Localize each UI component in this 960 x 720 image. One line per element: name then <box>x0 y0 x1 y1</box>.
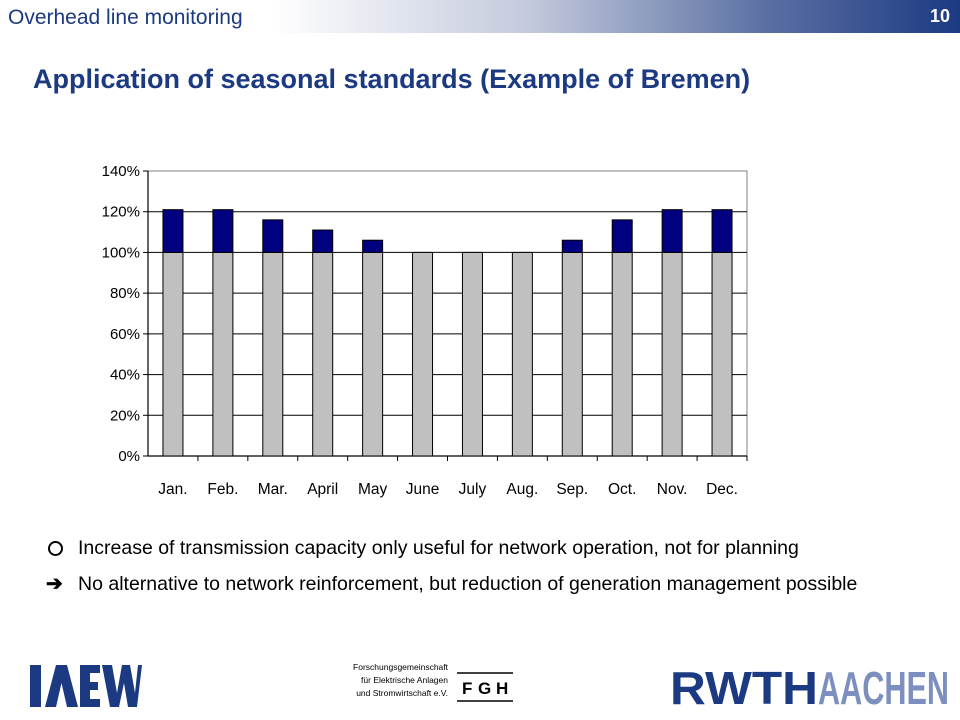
bar-base <box>263 252 283 456</box>
bullet-item <box>46 572 946 597</box>
header-band <box>0 0 960 33</box>
x-tick-label: Aug. <box>506 481 539 498</box>
bar-seasonal <box>263 220 283 253</box>
bar-base <box>363 252 383 456</box>
iaew-logo <box>30 663 142 709</box>
x-tick-label: May <box>357 481 388 498</box>
y-tick-label: 40% <box>109 366 140 384</box>
bar-seasonal <box>163 210 183 253</box>
y-tick-label: 120% <box>101 203 140 221</box>
bar-base <box>413 252 433 456</box>
bullet-list <box>46 536 946 608</box>
rwth-aachen-logo <box>670 664 952 710</box>
y-tick-label: 20% <box>109 407 140 425</box>
bar-base <box>712 252 732 456</box>
bar-base <box>562 252 582 456</box>
x-tick-label: Dec. <box>706 481 738 498</box>
x-tick-label: Feb. <box>207 481 239 498</box>
bar-base <box>612 252 632 456</box>
x-tick-label: Mar. <box>257 481 288 498</box>
bar-seasonal <box>712 210 732 253</box>
fgh-logo <box>455 669 515 705</box>
bar-seasonal <box>213 210 233 253</box>
fgh-organization-text: Forschungsgemeinschaft für Elektrische Anlagen und Stromwirtschaft e.V. <box>353 662 448 698</box>
y-tick-label: 60% <box>109 325 140 343</box>
x-tick-label: Jan. <box>158 481 188 498</box>
page-number: 10 <box>929 6 950 26</box>
svg-text:F: F <box>462 679 473 698</box>
y-tick-label: 140% <box>101 163 140 180</box>
bar-seasonal <box>562 240 582 252</box>
bar-base <box>512 252 532 456</box>
svg-text:AACHEN: AACHEN <box>818 664 949 710</box>
bullet-item <box>46 536 946 561</box>
svg-text:G: G <box>478 679 492 698</box>
x-tick-label: Nov. <box>656 481 688 498</box>
bar-base <box>662 252 682 456</box>
x-tick-label: July <box>458 481 487 498</box>
svg-text:H: H <box>496 679 509 698</box>
footer <box>0 655 960 720</box>
y-tick-label: 0% <box>118 448 140 465</box>
x-tick-label: Sep. <box>556 481 589 498</box>
bar-base <box>313 252 333 456</box>
x-tick-label: Oct. <box>607 481 637 498</box>
svg-text:RWTH: RWTH <box>670 664 818 710</box>
y-tick-label: 100% <box>101 244 140 262</box>
bullet-text: Increase of transmission capacity only useful for network operation, not for planning <box>78 537 799 559</box>
circle-bullet-icon <box>46 536 72 563</box>
bar-seasonal <box>313 230 333 252</box>
plot-area <box>148 171 747 456</box>
bar-seasonal <box>612 220 632 253</box>
header-title: Overhead line monitoring <box>8 6 243 29</box>
bar-seasonal <box>363 240 383 252</box>
x-tick-label: June <box>405 481 440 498</box>
slide-title: Application of seasonal standards (Example of Bremen) <box>33 64 751 94</box>
bar-seasonal <box>662 210 682 253</box>
y-tick-label: 80% <box>109 285 140 303</box>
bar-chart <box>0 150 960 510</box>
bullet-text: No alternative to network reinforcement, but reduction of generation management possible <box>78 573 858 595</box>
arrow-bullet-icon: ➔ <box>46 573 63 595</box>
x-tick-label: April <box>307 481 339 498</box>
bar-base <box>163 252 183 456</box>
bar-base <box>213 252 233 456</box>
bar-base <box>462 252 482 456</box>
